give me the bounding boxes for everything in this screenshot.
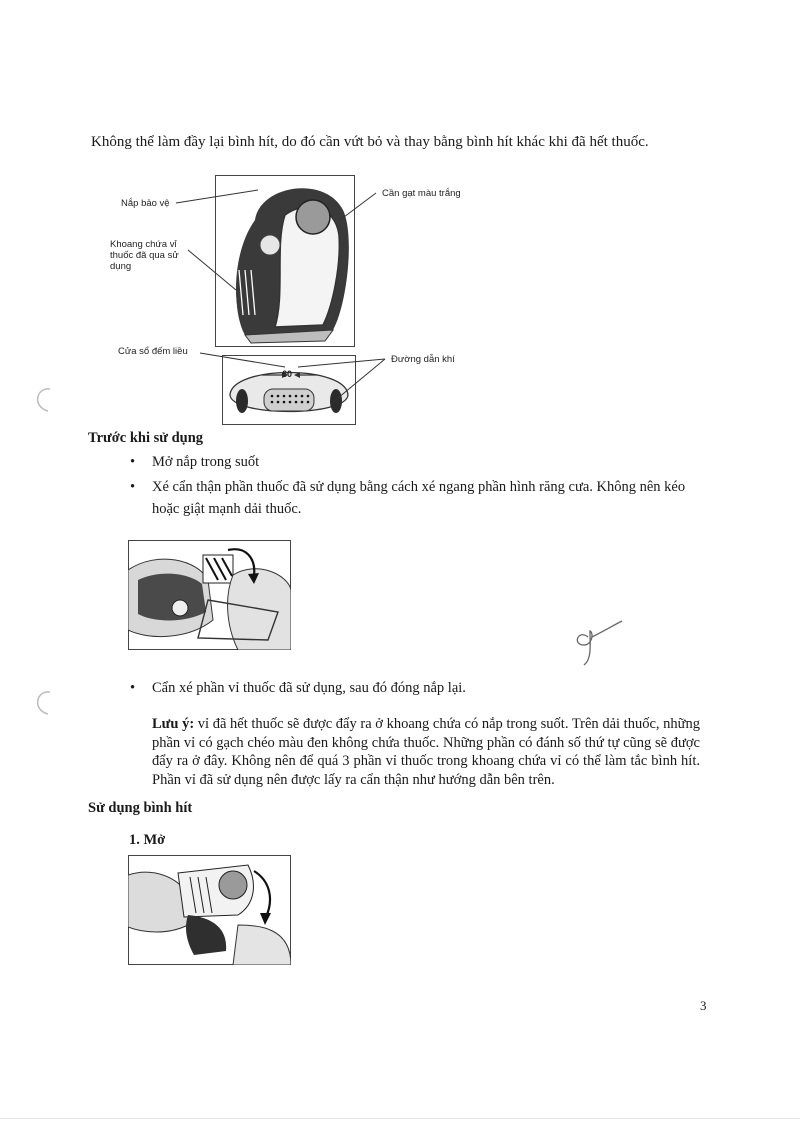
- note-text: vỉ đã hết thuốc sẽ được đẩy ra ở khoang chứa có nắp trong suốt. Trên dải thuốc, những phần vỉ có gạch chéo màu đen không chứa thuốc. Những phần có đánh số thứ tự cũng sẽ được đẩy ra ở đây. Không nên để quá 3 phần vỉ thuốc trong khoang chứa vỉ có thể làm tắc bình hít. Phần vỉ đã sử dụng nên được lấy ra cẩn thận như hướng dẫn bên trên.: [152, 716, 700, 788]
- label-lever: Cần gạt màu trắng: [382, 188, 461, 199]
- label-cap: Nắp bảo vệ: [121, 198, 170, 209]
- label-chamber: Khoang chứa vỉ thuốc đã qua sử dụng: [110, 239, 179, 272]
- signature-mark: [570, 615, 625, 670]
- bullet-text: Mở nắp trong suốt: [152, 454, 260, 470]
- bullet-text: Cẩn xé phần vỉ thuốc đã sử dụng, sau đó đóng nắp lại.: [152, 680, 466, 696]
- bullet-open-cap: [130, 451, 712, 473]
- tear-illustration: [128, 540, 291, 650]
- punch-hole-2: [28, 688, 58, 718]
- page-number: 3: [700, 998, 707, 1013]
- dose-counter-value: 60: [282, 369, 293, 379]
- note-label: Lưu ý:: [152, 716, 195, 732]
- bullet-close-cap: [130, 677, 692, 699]
- note-paragraph: [152, 715, 700, 789]
- bullet-dot: •: [130, 680, 136, 696]
- leader-lines: [0, 0, 800, 440]
- bottom-edge-line: [0, 1118, 800, 1119]
- intro-text: Không thể làm đầy lại bình hít, do đó cần vứt bỏ và thay bằng bình hít khác khi đã hết thuốc.: [91, 134, 649, 150]
- inhaler-diagram: [0, 0, 800, 440]
- open-illustration: [128, 855, 291, 965]
- bullet-tear-strip: [130, 476, 692, 520]
- label-airway: Đường dẫn khí: [391, 354, 455, 365]
- label-counter: Cửa sổ đếm liều: [118, 346, 188, 357]
- punch-hole-1: [28, 385, 58, 415]
- using-heading: Sử dụng bình hít: [88, 800, 193, 816]
- bullet-text: Xé cẩn thận phần thuốc đã sử dụng bằng cách xé ngang phần hình răng cưa. Không nên kéo hoặc giật mạnh dải thuốc.: [152, 479, 686, 517]
- bullet-dot: •: [130, 479, 136, 495]
- bullet-dot: •: [130, 454, 136, 470]
- step-1-label: 1. Mở: [129, 832, 166, 848]
- before-use-heading: Trước khi sử dụng: [88, 430, 204, 446]
